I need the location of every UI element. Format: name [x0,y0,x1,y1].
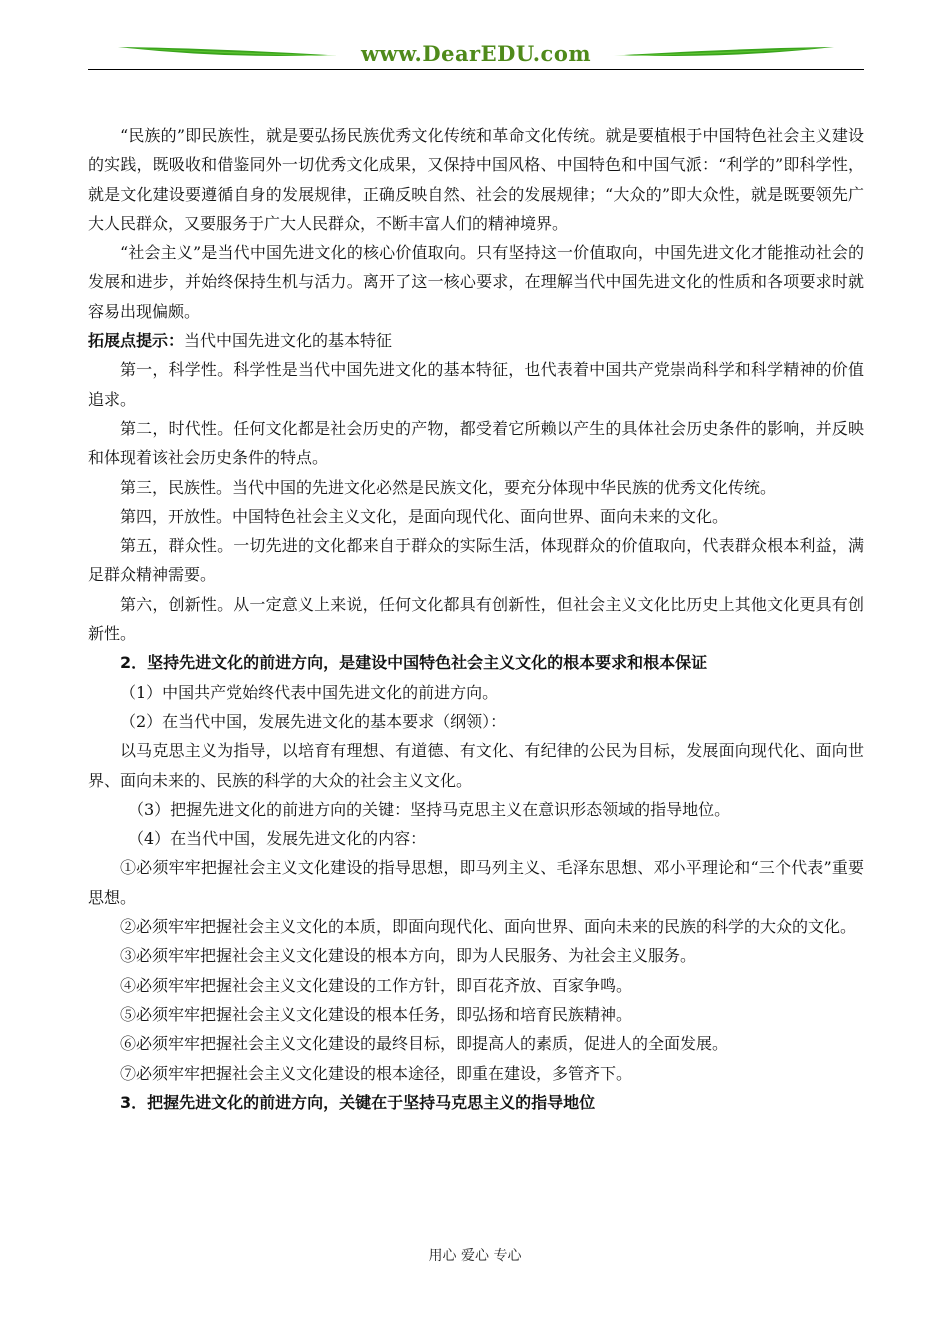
content-item: ⑦必须牢牢把握社会主义文化建设的根本途径，即重在建设，多管齐下。 [120,1063,633,1083]
feature-item: 第五，群众性。一切先进的文化都来自于群众的实际生活，体现群众的价值取向，代表群众根本利益，满足群众精神需要。 [88,536,864,585]
section-2-point-2: （2）在当代中国，发展先进文化的基本要求（纲领）： [120,711,507,731]
extension-heading [88,326,864,355]
section-2-heading: 2．坚持先进文化的前进方向，是建设中国特色社会主义文化的根本要求和根本保证 [120,653,708,673]
page-header [88,38,864,70]
header-divider [88,69,864,70]
content-item: ④必须牢牢把握社会主义文化建设的工作方针，即百花齐放、百家争鸣。 [120,975,633,995]
content-item: ③必须牢牢把握社会主义文化建设的根本方向，即为人民服务、为社会主义服务。 [120,946,697,966]
extension-label: 拓展点提示： [88,331,185,351]
section-2-program: 以马克思主义为指导，以培育有理想、有道德、有文化、有纪律的公民为目标，发展面向现代化、面向世界、面向未来的、民族的科学的大众的社会主义文化。 [88,741,864,790]
extension-title: 当代中国先进文化的基本特征 [184,331,393,351]
content-item: ②必须牢牢把握社会主义文化的本质，即面向现代化、面向世界、面向未来的民族的科学的大众的文化。 [120,917,857,937]
feature-item: 第四，开放性。中国特色社会主义文化，是面向现代化、面向世界、面向未来的文化。 [120,506,729,526]
page-footer: 用心 爱心 专心 [428,1248,522,1264]
site-name: www.DearEDU.com [360,41,592,66]
document-body [88,121,864,1117]
content-item: ⑤必须牢牢把握社会主义文化建设的根本任务，即弘扬和培育民族精神。 [120,1004,633,1024]
section-2-point-3: （3）把握先进文化的前进方向的关键：坚持马克思主义在意识形态领域的指导地位。 [128,799,731,819]
section-2-point-4: （4）在当代中国，发展先进文化的内容： [128,829,427,849]
paragraph-socialism-core: “社会主义”是当代中国先进文化的核心价值取向。只有坚持这一价值取向，中国先进文化才能推动社会的发展和进步，并始终保持生机与活力。离开了这一核心要求，在理解当代中国先进文化的性质和各项要求时就容易出现偏颇。 [88,243,864,321]
content-item: ①必须牢牢把握社会主义文化建设的指导思想，即马列主义、毛泽东思想、邓小平理论和“三个代表”重要思想。 [88,858,864,907]
section-2-point-1: （1）中国共产党始终代表中国先进文化的前进方向。 [120,682,499,702]
content-item: ⑥必须牢牢把握社会主义文化建设的最终目标，即提高人的素质，促进人的全面发展。 [120,1034,729,1054]
section-3-heading: 3．把握先进文化的前进方向，关键在于坚持马克思主义的指导地位 [120,1092,596,1112]
feature-item: 第一，科学性。科学性是当代中国先进文化的基本特征，也代表着中国共产党崇尚科学和科学精神的价值追求。 [88,360,864,409]
feature-item: 第六，创新性。从一定意义上来说，任何文化都具有创新性，但社会主义文化比历史上其他文化更具有创新性。 [88,594,864,644]
feature-item: 第二，时代性。任何文化都是社会历史的产物，都受着它所赖以产生的具体社会历史条件的影响，并反映和体现着该社会历史条件的特点。 [88,418,864,468]
paragraph-national-character: “民族的”即民族性，就是要弘扬民族优秀文化传统和革命文化传统。就是要植根于中国特色社会主义建设的实践，既吸收和借鉴同外一切优秀文化成果，又保持中国风格、中国特色和中国气派：“利学的”即科学性，就是文化建设要遵循自身的发展规律，正确反映自然、社会的发展规律；“大众的”即大众性，就是既要领先广大人民群众，又要服务于广大人民群众，不断丰富人们的精神境界。 [88,126,864,233]
feature-item: 第三，民族性。当代中国的先进文化必然是民族文化，要充分体现中华民族的优秀文化传统。 [120,477,777,497]
